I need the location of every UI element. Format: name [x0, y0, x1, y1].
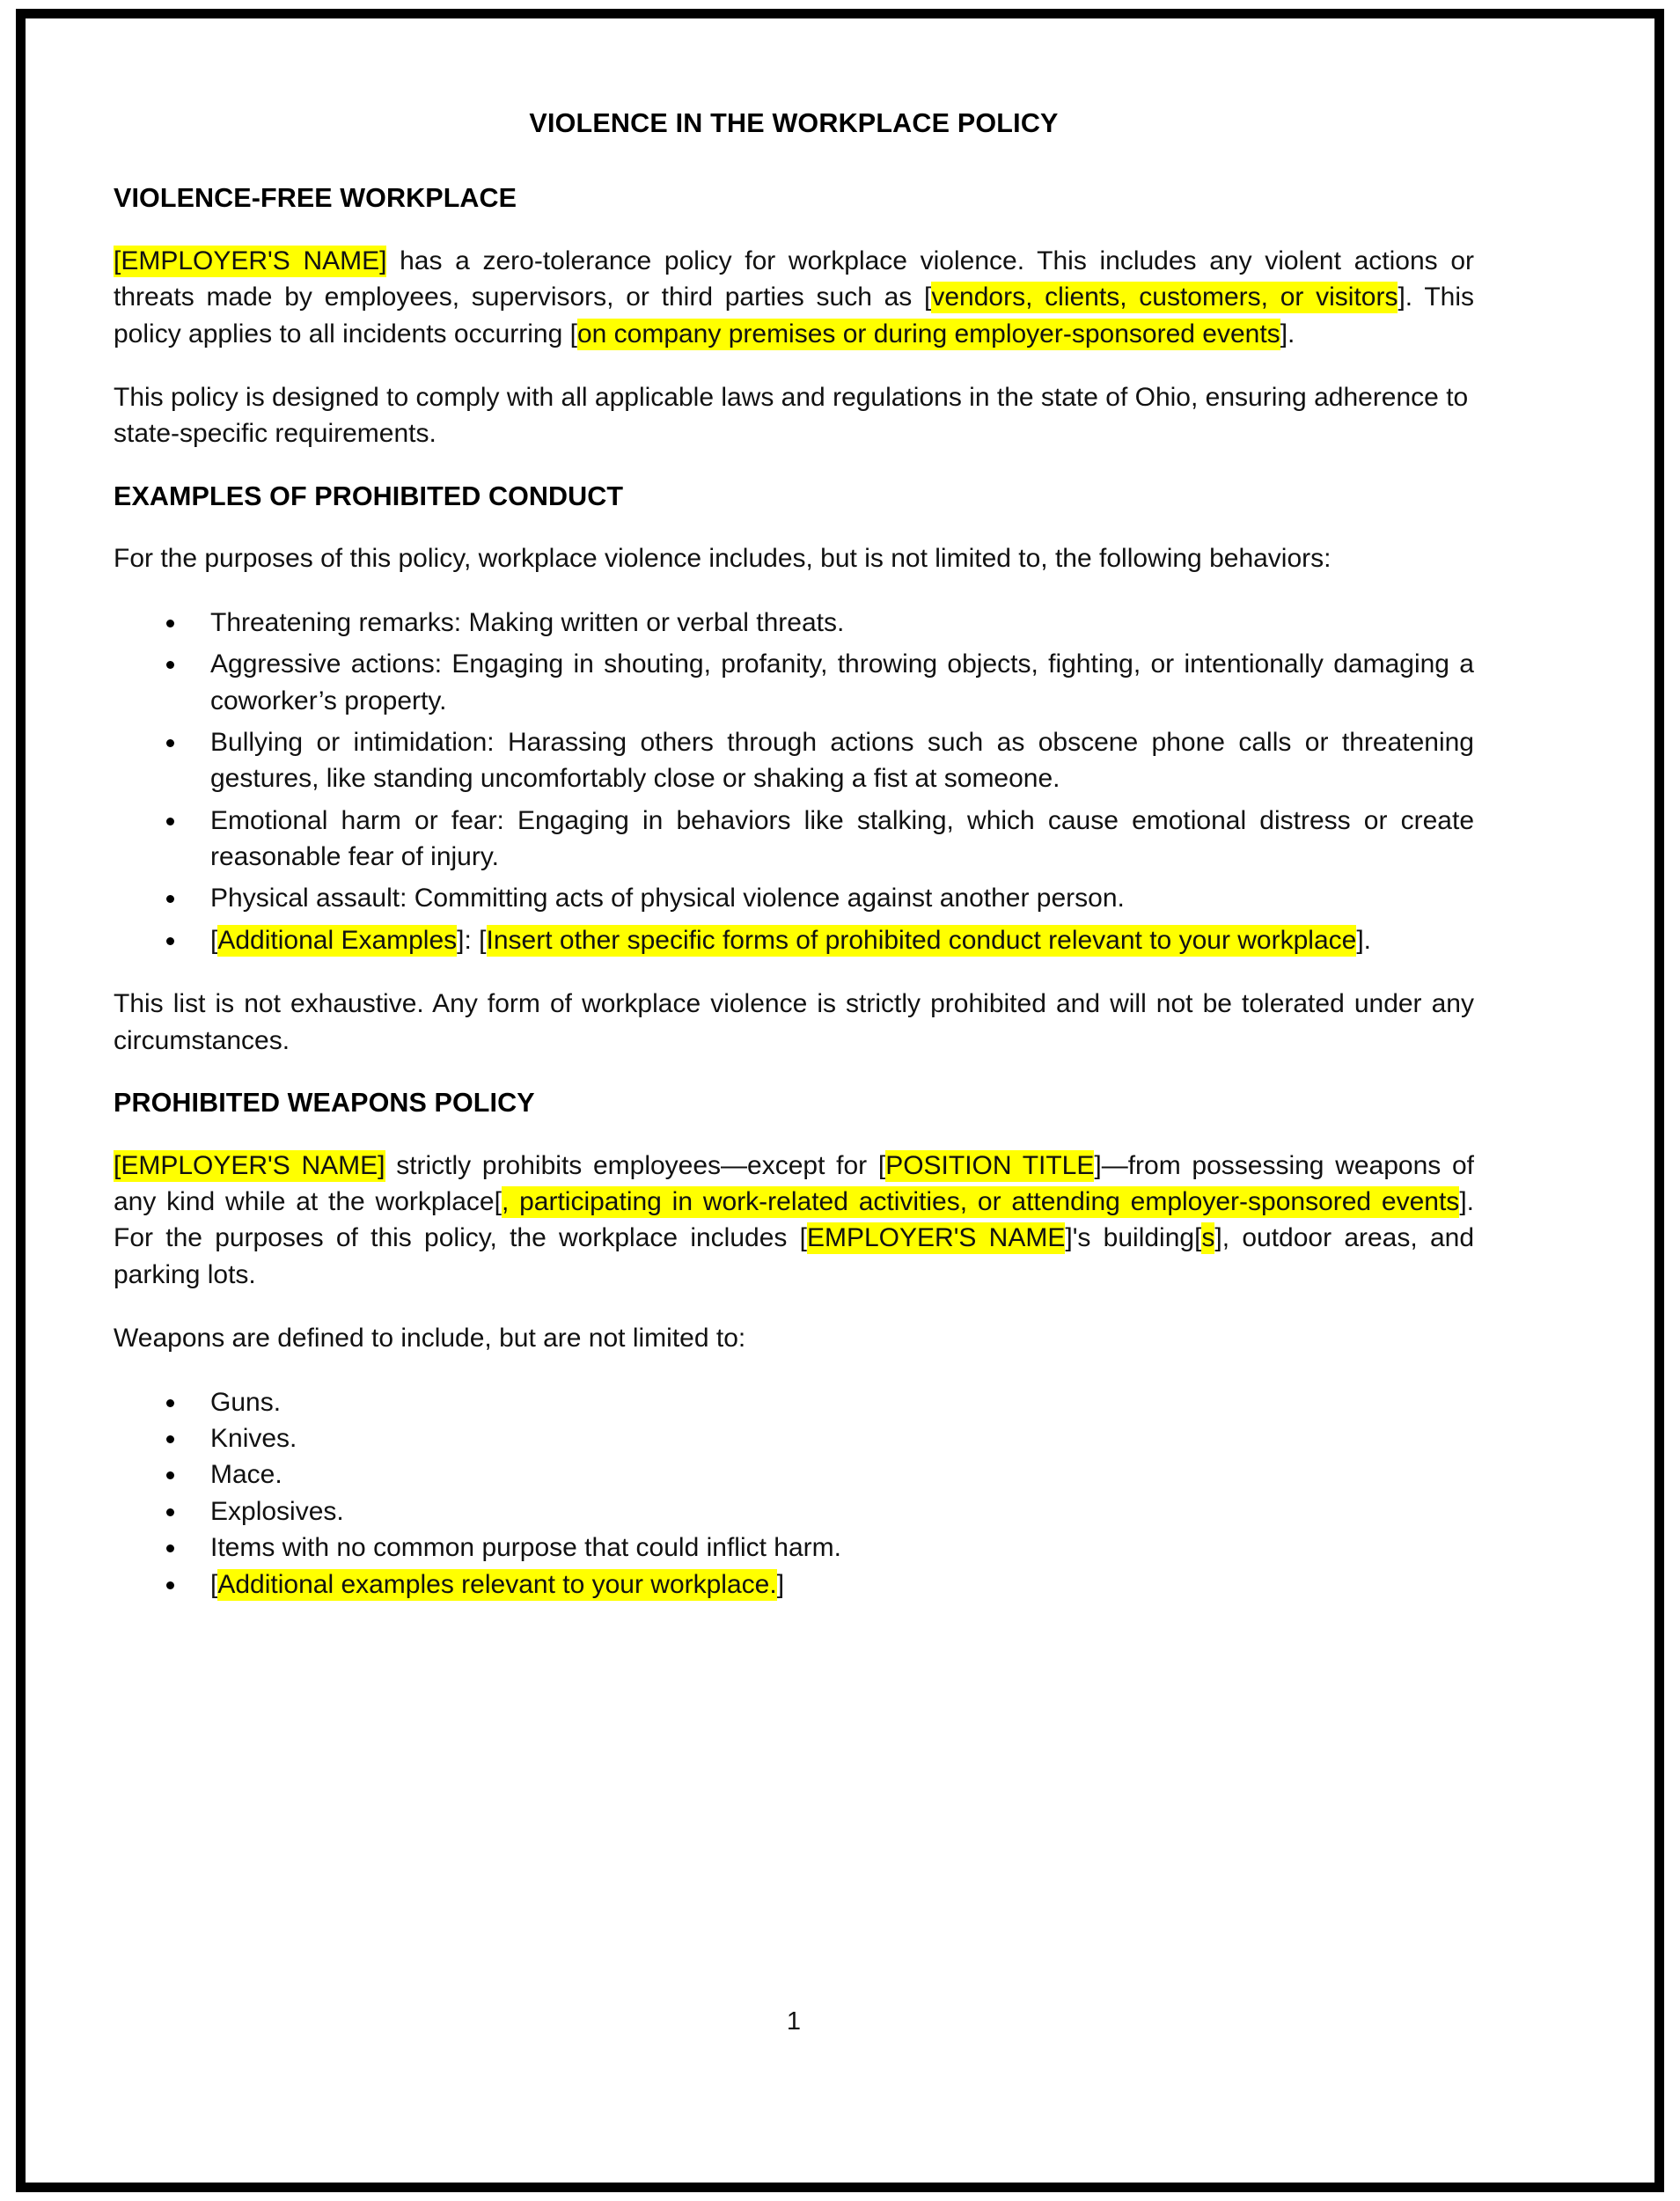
paragraph-weapons-text-d: ]'s building[	[1065, 1223, 1202, 1253]
placeholder-employer-name-2: EMPLOYER'S NAME	[806, 1223, 1066, 1253]
placeholder-additional-weapons-examples: Additional examples relevant to your workplace.	[217, 1569, 777, 1599]
list-item: Aggressive actions: Engaging in shouting, profanity, throwing objects, fighting, or intentionally damaging a coworker’s property.	[114, 646, 1474, 719]
paragraph-weapons-text-c: ]. For the purposes of this policy, the workplace includes [	[114, 1187, 1474, 1253]
list-item: Items with no common purpose that could inflict harm.	[114, 1530, 1474, 1566]
placeholder-employer-name: [EMPLOYER'S NAME]	[114, 246, 387, 275]
document-title: VIOLENCE IN THE WORKPLACE POLICY	[529, 108, 1059, 138]
placeholder-position-title: POSITION TITLE	[885, 1150, 1095, 1180]
list-item: Mace.	[114, 1456, 1474, 1493]
document-page	[26, 18, 1654, 2183]
paragraph-state-compliance: This policy is designed to comply with all applicable laws and regulations in the state of Ohio, ensuring adherence to state-specific requirements.	[114, 382, 1469, 449]
page-number: 1	[786, 2007, 802, 2036]
list-prohibited-conduct	[114, 605, 1474, 959]
placeholder-insert-other-forms: Insert other specific forms of prohibited conduct relevant to your workplace	[486, 925, 1357, 955]
paragraph-zero-tolerance	[114, 243, 1474, 352]
bracket-close: ]	[776, 1569, 785, 1599]
list-item: Guns.	[114, 1384, 1474, 1420]
placeholder-work-activities: , participating in work-related activities, or attending employer-sponsored events	[501, 1187, 1460, 1217]
placeholder-employer-name: [EMPLOYER'S NAME]	[114, 1150, 385, 1180]
bracket-open: [	[210, 925, 218, 955]
bracket-close: ].	[1356, 925, 1372, 955]
list-item: Explosives.	[114, 1493, 1474, 1530]
paragraph-zero-tolerance-text-c: ].	[1280, 319, 1295, 348]
list-item-additional-weapons-examples	[114, 1566, 1474, 1603]
placeholder-additional-examples: Additional Examples	[217, 925, 458, 955]
paragraph-list-not-exhaustive: This list is not exhaustive. Any form of workplace violence is strictly prohibited and will not be tolerated under any circumstances.	[114, 989, 1474, 1055]
list-item: Physical assault: Committing acts of physical violence against another person.	[114, 880, 1474, 916]
paragraph-weapons-text-e: ], outdoor areas, and parking lots.	[114, 1223, 1474, 1289]
paragraph-weapons-defined-intro: Weapons are defined to include, but are not limited to:	[114, 1324, 746, 1354]
paragraph-prohibited-conduct-intro: For the purposes of this policy, workplace violence includes, but is not limited to, the following behaviors:	[114, 544, 1332, 574]
list-item-additional-examples	[114, 922, 1474, 958]
placeholder-plural-s: s	[1201, 1223, 1215, 1253]
document-page-frame	[16, 9, 1664, 2192]
list-item: Threatening remarks: Making written or verbal threats.	[114, 605, 1474, 641]
list-item: Knives.	[114, 1420, 1474, 1456]
paragraph-weapons-text-a: strictly prohibits employees—except for [	[385, 1150, 886, 1180]
bracket-open: [	[210, 1569, 218, 1599]
document-content	[114, 106, 1475, 2036]
paragraph-zero-tolerance-text-a: has a zero-tolerance policy for workplace violence. This includes any violent actions or threats made by employees, supervisors, or third parties such as [	[114, 246, 1474, 312]
placeholder-locations: on company premises or during employer-sponsored events	[576, 319, 1280, 348]
heading-violence-free-workplace: VIOLENCE-FREE WORKPLACE	[114, 183, 517, 214]
list-item: Bullying or intimidation: Harassing others through actions such as obscene phone calls or threatening gestures, like standing uncomfortably close or shaking a fist at someone.	[114, 724, 1474, 797]
paragraph-weapons-prohibition	[114, 1148, 1474, 1294]
heading-examples-of-prohibited-conduct: EXAMPLES OF PROHIBITED CONDUCT	[114, 481, 624, 511]
heading-prohibited-weapons-policy: PROHIBITED WEAPONS POLICY	[114, 1088, 535, 1119]
bracket-mid: ]: [	[457, 925, 487, 955]
placeholder-third-parties: vendors, clients, customers, or visitors	[931, 282, 1398, 312]
list-weapons	[114, 1384, 1474, 1603]
paragraph-zero-tolerance-text-b: ]. This policy applies to all incidents occurring [	[114, 282, 1475, 348]
list-item: Emotional harm or fear: Engaging in behaviors like stalking, which cause emotional distress or create reasonable fear of injury.	[114, 803, 1474, 876]
paragraph-weapons-text-b: ]—from possessing weapons of any kind while at the workplace[	[114, 1150, 1474, 1217]
